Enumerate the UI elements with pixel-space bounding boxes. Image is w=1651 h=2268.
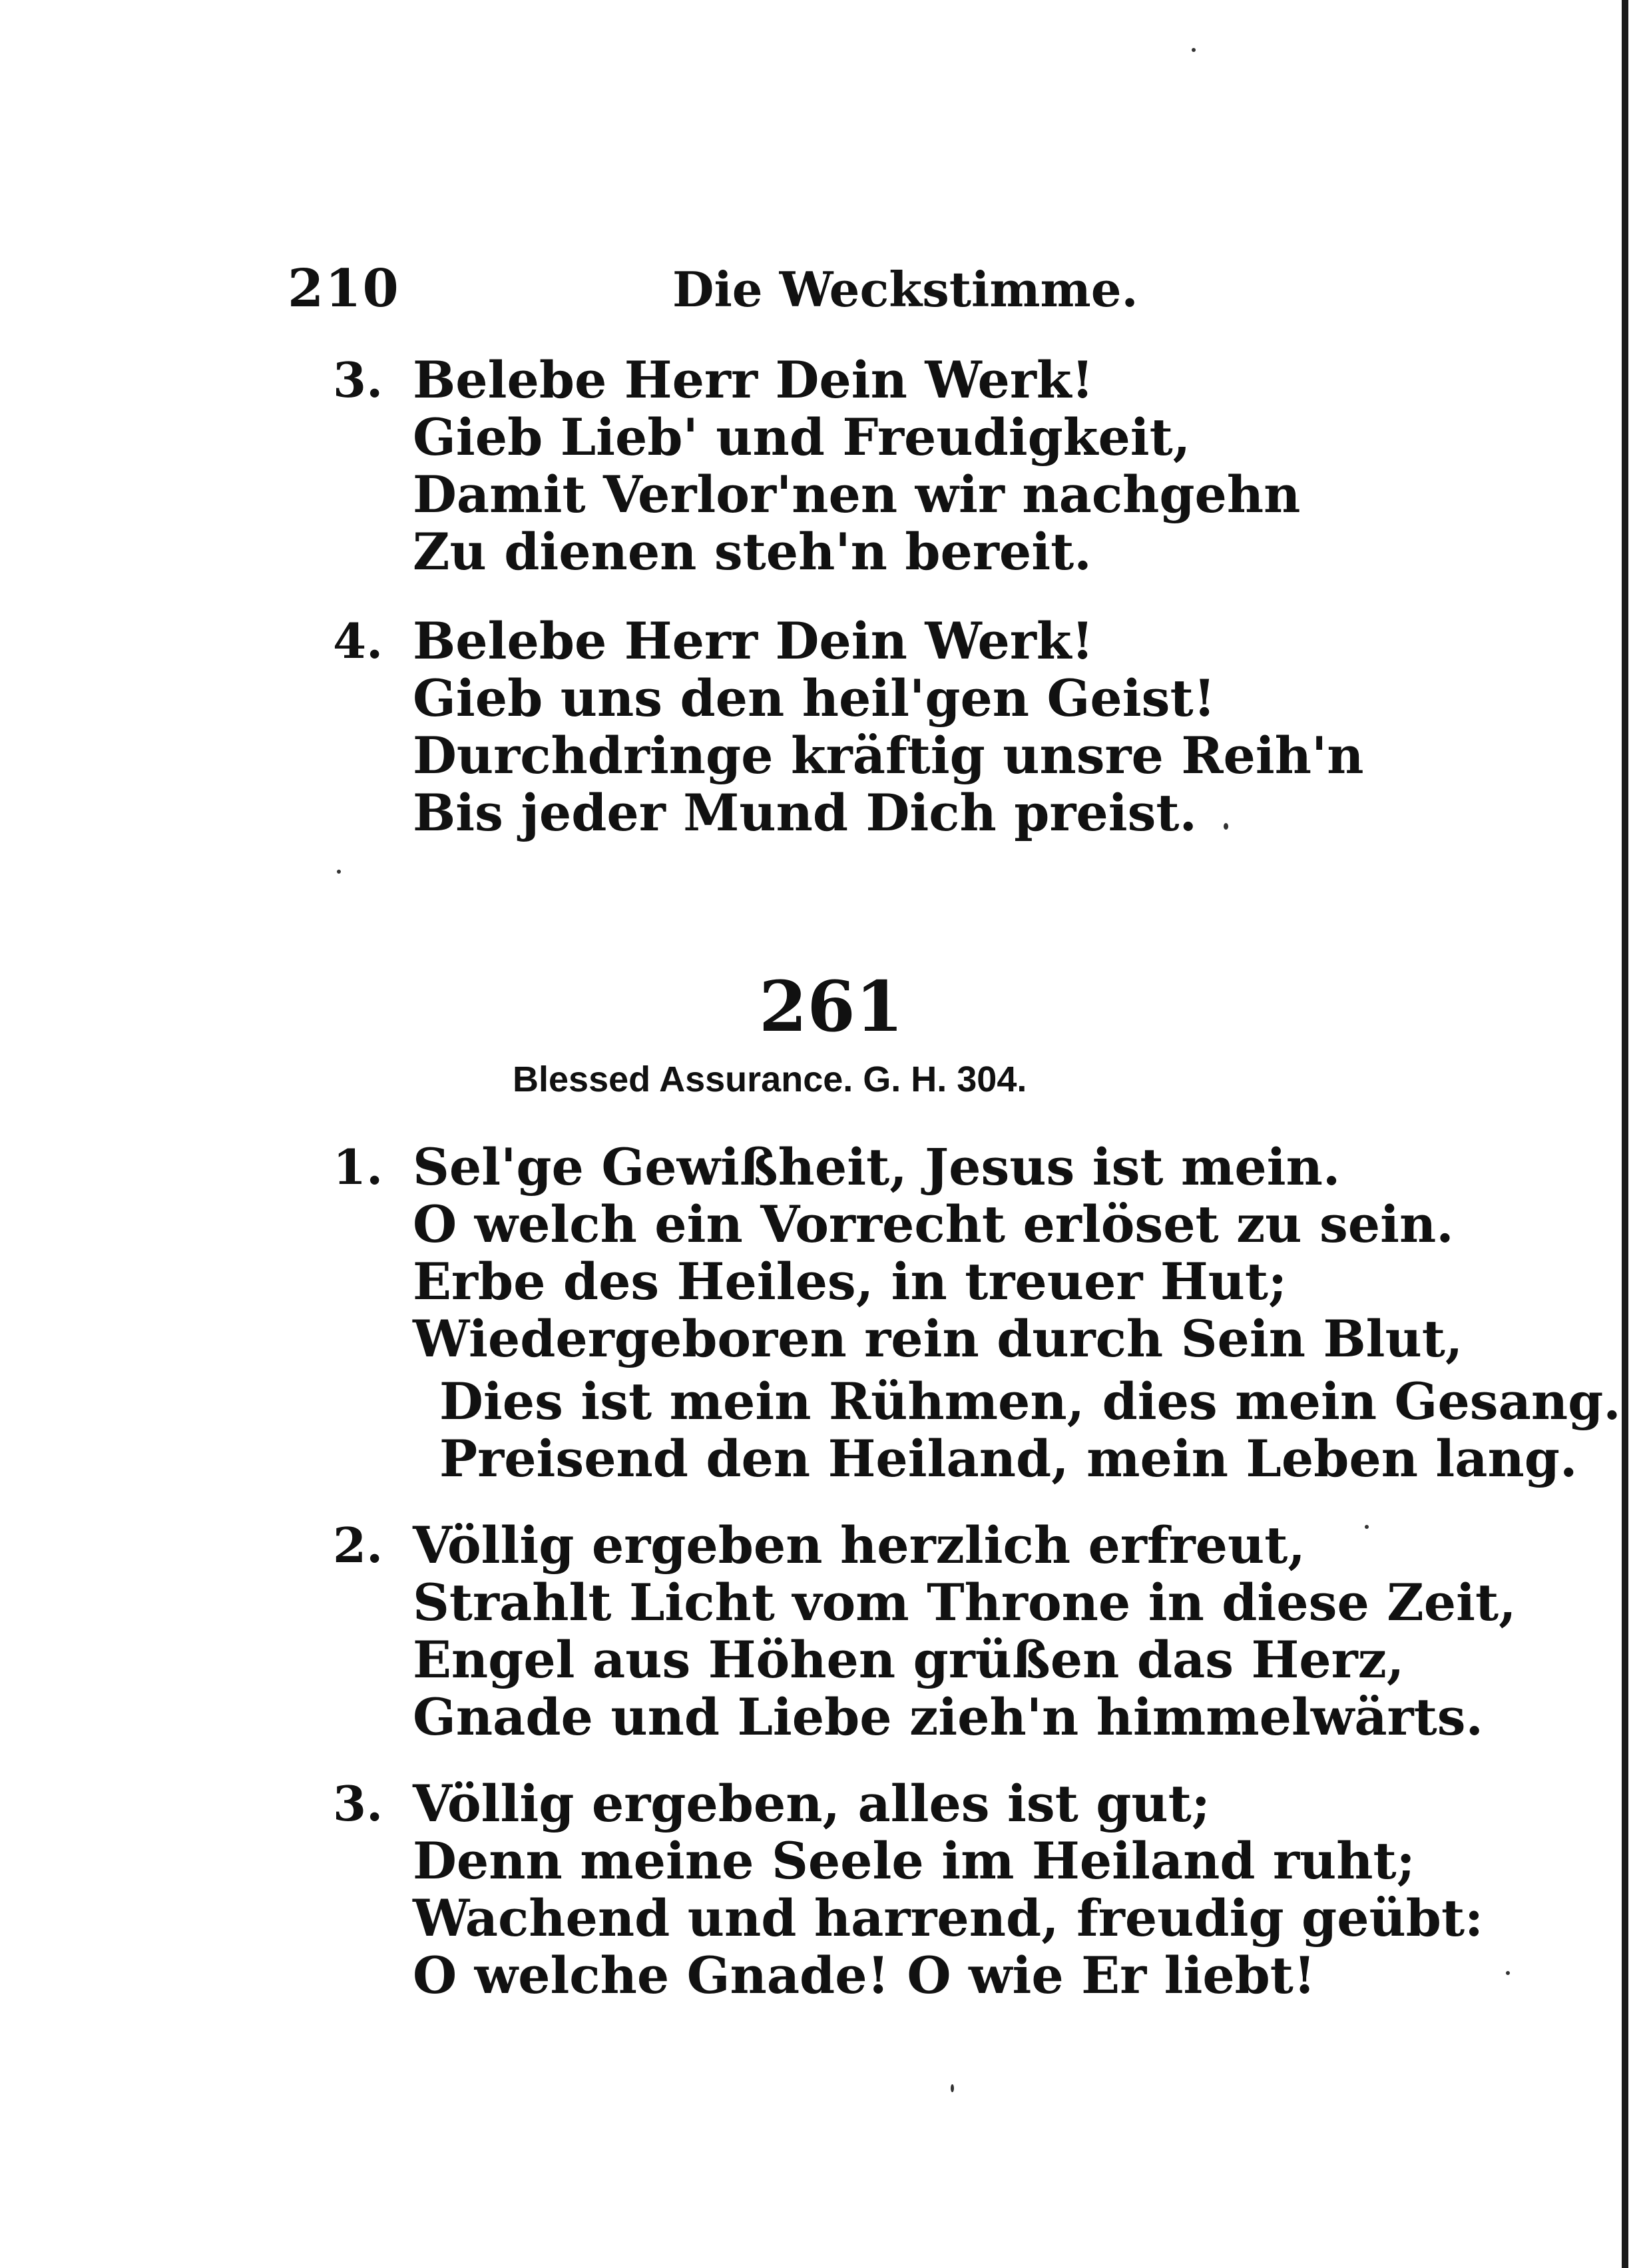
page-edge-shadow: [1622, 0, 1628, 2268]
verse-line: Sel'ge Gewißheit, Jesus ist mein.: [413, 1137, 1341, 1197]
verse-line: Durchdringe kräftig unsre Reih'n: [413, 726, 1364, 785]
hymn-number: 261: [759, 966, 904, 1047]
scan-speck: [951, 2084, 954, 2092]
verse-number: 2.: [333, 1517, 383, 1573]
scan-speck: [337, 870, 341, 874]
verse-line: Belebe Herr Dein Werk!: [413, 350, 1094, 410]
verse-line: Damit Verlor'nen wir nachgehn: [413, 465, 1301, 524]
tune-reference: Blessed Assurance. G. H. 304.: [513, 1059, 1027, 1099]
page-number: 210: [288, 258, 400, 319]
verse-line: Gieb Lieb' und Freudigkeit,: [413, 408, 1191, 467]
verse-line: Gieb uns den heil'gen Geist!: [413, 669, 1216, 728]
verse-line: Gnade und Liebe zieh'n himmelwärts.: [413, 1687, 1483, 1747]
hymn-verse-1: [333, 1139, 1621, 1488]
hymn-verse-2: [333, 1517, 1517, 1746]
scan-speck: [1506, 1971, 1510, 1975]
verse-line: O welch ein Vorrecht erlöset zu sein.: [413, 1195, 1454, 1254]
scan-speck: [1365, 1525, 1369, 1529]
hymn-verse-3: [333, 1775, 1483, 2004]
verse-line: Wiedergeboren rein durch Sein Blut,: [413, 1309, 1463, 1368]
verse-line: Zu dienen steh'n bereit.: [413, 522, 1092, 581]
previous-hymn-verse-3: [333, 352, 1300, 581]
verse-line: Erbe des Heiles, in treuer Hut;: [413, 1252, 1288, 1311]
verse-number: 4.: [333, 613, 383, 669]
refrain-line: Preisend den Heiland, mein Leben lang.: [439, 1429, 1578, 1488]
running-title: Die Weckstimme.: [672, 261, 1138, 318]
verse-line: Denn meine Seele im Heiland ruht;: [413, 1831, 1415, 1890]
verse-number: 3.: [333, 1775, 383, 1832]
scan-speck: [1192, 48, 1196, 52]
verse-line: O welche Gnade! O wie Er liebt!: [413, 1946, 1316, 2005]
verse-line: Völlig ergeben herzlich erfreut,: [413, 1516, 1305, 1575]
verse-line: Völlig ergeben, alles ist gut;: [413, 1774, 1210, 1833]
refrain-line: Dies ist mein Rühmen, dies mein Gesang.: [439, 1372, 1621, 1431]
scan-speck: [1224, 823, 1228, 830]
verse-line: Belebe Herr Dein Werk!: [413, 611, 1094, 671]
previous-hymn-verse-4: [333, 613, 1364, 842]
verse-number: 1.: [333, 1139, 383, 1195]
verse-line: Bis jeder Mund Dich preist.: [413, 783, 1197, 842]
verse-line: Wachend und harrend, freudig geübt:: [413, 1888, 1484, 1948]
verse-number: 3.: [333, 352, 383, 408]
verse-line: Engel aus Höhen grüßen das Herz,: [413, 1630, 1405, 1689]
verse-line: Strahlt Licht vom Throne in diese Zeit,: [413, 1573, 1517, 1632]
